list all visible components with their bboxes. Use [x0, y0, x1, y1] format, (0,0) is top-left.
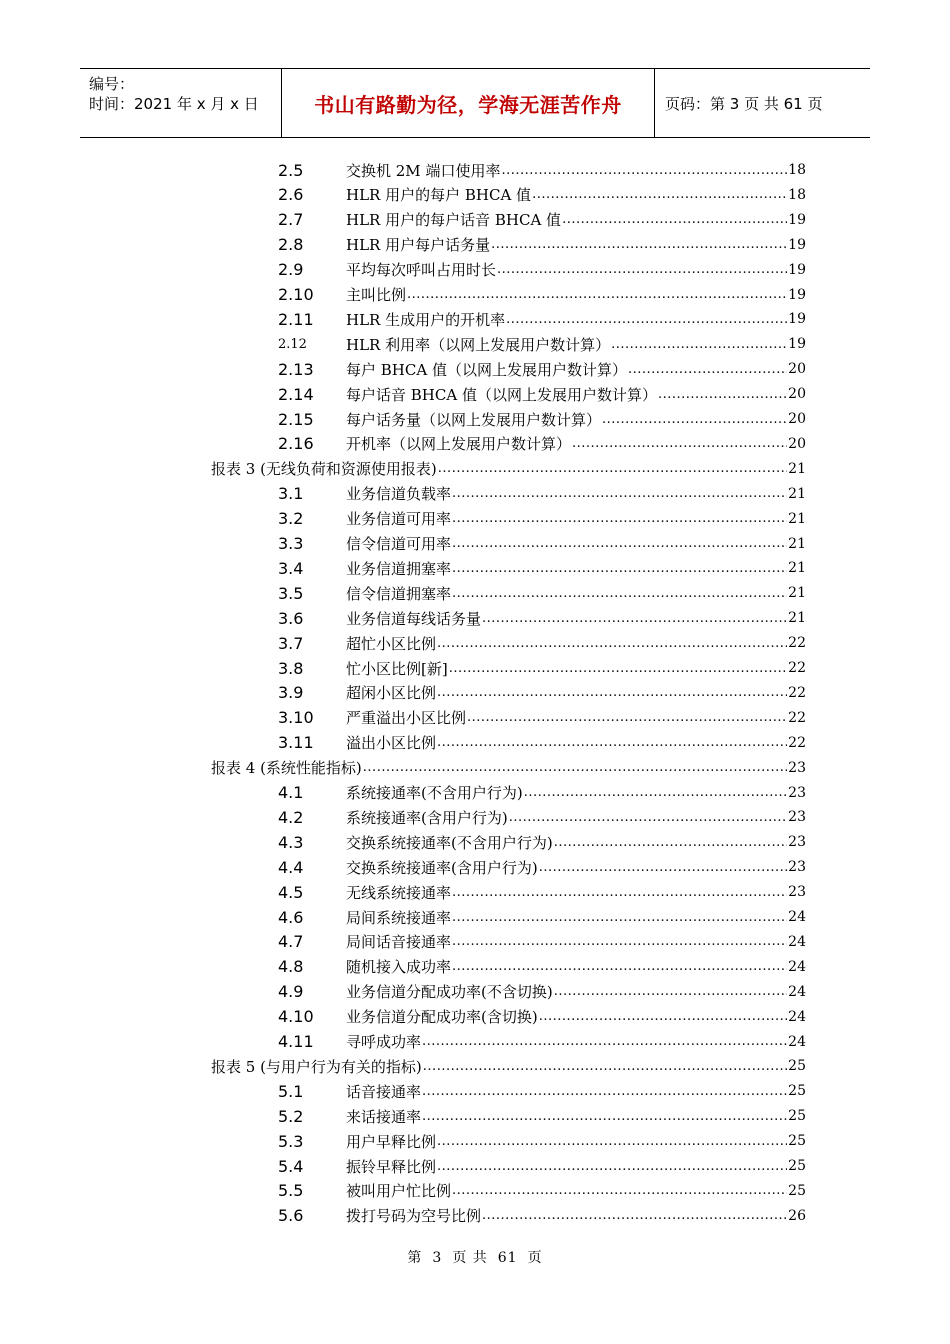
toc-entry-number: 3.11	[278, 733, 314, 753]
toc-entry-page: 24	[788, 1033, 806, 1050]
toc-entry-page: 25	[788, 1083, 806, 1100]
toc-entry-page: 19	[788, 311, 806, 328]
toc-entry[interactable]	[278, 1104, 806, 1128]
toc-dot-leader	[449, 661, 787, 676]
toc-entry-title: 业务信道分配成功率(含切换)	[346, 1008, 538, 1027]
toc-entry-page: 23	[788, 884, 806, 901]
toc-entry[interactable]	[278, 233, 806, 257]
toc-entry-title: 业务信道可用率	[346, 510, 452, 529]
toc-entry-page: 21	[788, 560, 806, 577]
toc-dot-leader	[554, 984, 787, 999]
toc-entry[interactable]	[278, 805, 806, 829]
toc-dot-leader	[452, 511, 787, 526]
toc-entry-number: 4.7	[278, 932, 304, 952]
toc-entry-page: 20	[788, 386, 806, 403]
toc-entry-page: 24	[788, 1008, 806, 1025]
toc-dot-leader	[452, 486, 787, 501]
toc-entry-title: 局间系统接通率	[346, 908, 452, 927]
toc-entry-page: 19	[788, 286, 806, 303]
toc-entry-title: 主叫比例	[346, 286, 407, 304]
toc-entry-page: 24	[788, 958, 806, 975]
footer-prefix: 第	[407, 1250, 423, 1266]
toc-entry-title: 交换机 2M 端口使用率	[346, 161, 501, 180]
toc-entry[interactable]	[278, 681, 806, 705]
toc-dot-leader	[532, 187, 787, 202]
toc-entry-page: 22	[788, 709, 806, 726]
toc-entry[interactable]	[278, 880, 806, 904]
toc-entry-title: 随机接入成功率	[346, 958, 452, 977]
toc-entry-page: 25	[788, 1133, 806, 1150]
toc-entry-number: 2.13	[278, 359, 314, 379]
toc-entry[interactable]	[278, 532, 806, 556]
toc-entry[interactable]	[278, 382, 806, 406]
toc-dot-leader	[491, 237, 787, 252]
toc-dot-leader	[452, 934, 787, 949]
toc-entry-title: 报表 4 (系统性能指标)	[211, 759, 362, 778]
toc-entry-title: 平均每次呼叫占用时长	[346, 261, 497, 280]
toc-dot-leader	[506, 312, 787, 327]
toc-entry-number: 5.3	[278, 1131, 304, 1151]
toc-entry-number: 2.5	[278, 160, 304, 180]
toc-dot-leader	[437, 685, 787, 700]
footer-suffix: 页	[527, 1250, 543, 1266]
toc-entry[interactable]	[278, 158, 806, 182]
toc-entry-page: 25	[788, 1108, 806, 1125]
toc-entry-title: 报表 5 (与用户行为有关的指标)	[211, 1057, 422, 1076]
toc-entry-page: 18	[788, 162, 806, 178]
toc-dot-leader	[452, 885, 787, 900]
toc-entry-page: 21	[788, 485, 806, 502]
toc-dot-leader	[509, 810, 787, 825]
toc-entry[interactable]	[278, 1005, 806, 1029]
toc-entry-title: HLR 用户的每户话音 BHCA 值	[346, 211, 562, 230]
toc-entry-number: 3.3	[278, 534, 304, 553]
toc-entry-page: 20	[788, 361, 806, 378]
toc-entry-title: 严重溢出小区比例	[346, 709, 467, 728]
toc-entry-title: 每户话音 BHCA 值（以网上发展用户数计算）	[346, 385, 657, 404]
toc-entry-number: 4.5	[278, 882, 304, 902]
toc-entry-title: 每户话务量（以网上发展用户数计算）	[346, 410, 602, 429]
toc-entry[interactable]	[278, 631, 806, 655]
toc-dot-leader	[422, 1034, 787, 1049]
toc-dot-leader	[452, 586, 787, 601]
toc-dot-leader	[452, 1183, 787, 1198]
toc-section-entry[interactable]	[211, 756, 806, 780]
toc-entry[interactable]	[278, 556, 806, 580]
footer-page-number: 3	[432, 1250, 443, 1266]
toc-entry-page: 23	[788, 834, 806, 851]
toc-dot-leader	[658, 387, 787, 402]
toc-entry-page: 21	[788, 610, 806, 627]
toc-entry-title: 超忙小区比例	[346, 634, 437, 653]
toc-entry-number: 2.15	[278, 409, 314, 429]
toc-entry-title: 忙小区比例[新]	[346, 659, 448, 678]
toc-entry-title: 信令信道拥塞率	[346, 584, 452, 603]
toc-entry[interactable]	[278, 183, 806, 207]
toc-entry-page: 21	[788, 535, 806, 552]
toc-entry-page: 19	[788, 336, 806, 353]
toc-dot-leader	[422, 1084, 787, 1099]
toc-dot-leader	[501, 163, 787, 178]
toc-dot-leader	[482, 1208, 787, 1223]
toc-entry-page: 22	[788, 635, 806, 652]
toc-entry-number: 2.11	[278, 309, 314, 329]
toc-dot-leader	[452, 536, 787, 551]
toc-entry-number: 5.6	[278, 1206, 304, 1226]
header-page-info: 页码：第 3 页 共 61 页	[665, 94, 823, 113]
toc-entry-page: 19	[788, 236, 806, 253]
toc-entry-title: 业务信道每线话务量	[346, 609, 482, 628]
toc-entry-title: 局间话音接通率	[346, 933, 452, 952]
toc-entry[interactable]	[278, 581, 806, 605]
toc-entry-title: 振铃早释比例	[346, 1157, 437, 1176]
toc-entry-title: HLR 利用率（以网上发展用户数计算）	[346, 335, 611, 354]
toc-entry-title: 开机率（以网上发展用户数计算）	[346, 435, 572, 454]
toc-entry[interactable]	[278, 1204, 806, 1228]
toc-dot-leader	[407, 287, 787, 302]
toc-entry-page: 23	[788, 759, 806, 776]
toc-entry-page: 23	[788, 809, 806, 826]
toc-entry[interactable]	[278, 1179, 806, 1203]
toc-entry-title: 交换系统接通率(含用户行为)	[346, 858, 538, 877]
toc-section-entry[interactable]	[211, 1054, 806, 1078]
toc-entry[interactable]	[278, 930, 806, 954]
header-motto-cell	[282, 69, 655, 137]
toc-entry-page: 26	[788, 1207, 806, 1224]
toc-entry[interactable]	[278, 855, 806, 879]
toc-dot-leader	[452, 910, 787, 925]
toc-entry[interactable]	[278, 432, 806, 456]
toc-dot-leader	[437, 1159, 787, 1174]
toc-entry-page: 24	[788, 933, 806, 950]
toc-entry-page: 22	[788, 660, 806, 676]
toc-entry-page: 24	[788, 983, 806, 1000]
toc-dot-leader	[467, 710, 787, 725]
toc-entry-title: HLR 生成用户的开机率	[346, 310, 506, 329]
toc-entry-number: 4.4	[278, 857, 304, 877]
toc-entry[interactable]	[278, 332, 806, 356]
toc-section-entry[interactable]	[211, 457, 806, 481]
toc-entry-number: 2.9	[278, 260, 304, 280]
toc-entry-page: 19	[788, 211, 806, 228]
toc-entry-title: 业务信道分配成功率(不含切换)	[346, 983, 553, 1002]
toc-entry[interactable]	[278, 606, 806, 630]
toc-entry-number: 4.11	[278, 1032, 314, 1051]
page-header	[80, 68, 870, 138]
toc-entry-number: 4.6	[278, 907, 304, 927]
toc-entry-number: 5.1	[278, 1081, 304, 1101]
header-motto: 书山有路勤为径，学海无涯苦作舟	[314, 92, 622, 117]
toc-dot-leader	[611, 337, 787, 352]
toc-entry-title: 系统接通率(含用户行为)	[346, 808, 508, 827]
toc-entry-title: HLR 用户的每户 BHCA 值	[346, 186, 532, 205]
toc-entry-number: 3.8	[278, 658, 304, 678]
toc-entry-page: 24	[788, 909, 806, 925]
toc-entry-number: 2.7	[278, 210, 304, 230]
toc-entry-title: 溢出小区比例	[346, 734, 437, 753]
toc-entry-number: 4.3	[278, 832, 304, 852]
toc-dot-leader	[554, 835, 787, 850]
toc-dot-leader	[452, 561, 787, 576]
toc-entry-page: 22	[788, 684, 806, 701]
toc-entry-number: 2.6	[278, 185, 304, 205]
toc-entry-title: 系统接通率(不含用户行为)	[346, 784, 523, 802]
toc-dot-leader	[539, 860, 787, 875]
toc-entry-page: 18	[788, 186, 806, 203]
toc-entry[interactable]	[278, 955, 806, 979]
toc-entry-page: 23	[788, 859, 806, 876]
toc-entry-title: 用户早释比例	[346, 1132, 437, 1151]
footer-mid: 页 共	[452, 1250, 488, 1266]
toc-entry[interactable]	[278, 258, 806, 282]
toc-entry[interactable]	[278, 357, 806, 381]
toc-dot-leader	[437, 735, 787, 750]
toc-entry[interactable]	[278, 830, 806, 854]
toc-dot-leader	[437, 636, 787, 651]
toc-entry-title: 拨打号码为空号比例	[346, 1207, 482, 1226]
page-footer	[0, 1247, 950, 1267]
toc-dot-leader	[423, 1059, 787, 1074]
toc-entry-title: 信令信道可用率	[346, 535, 452, 553]
toc-entry-number: 2.16	[278, 434, 314, 454]
toc-dot-leader	[437, 1134, 787, 1149]
toc-entry-title: 报表 3 (无线负荷和资源使用报表)	[211, 460, 437, 479]
toc-dot-leader	[363, 760, 787, 775]
toc-entry-title: 超闲小区比例	[346, 684, 437, 703]
toc-entry-title: 寻呼成功率	[346, 1033, 422, 1051]
toc-entry[interactable]	[278, 208, 806, 232]
document-time: 时间：2021 年 x 月 x 日	[89, 95, 259, 113]
footer-total-pages: 61	[497, 1250, 518, 1266]
toc-entry-number: 4.1	[278, 783, 304, 802]
toc-entry-page: 21	[788, 460, 806, 477]
toc-entry[interactable]	[278, 407, 806, 431]
toc-entry[interactable]	[278, 706, 806, 730]
toc-dot-leader	[628, 362, 787, 377]
toc-entry[interactable]	[278, 1154, 806, 1178]
toc-entry-number: 3.2	[278, 509, 304, 529]
toc-entry-number: 3.5	[278, 583, 304, 603]
toc-dot-leader	[482, 611, 787, 626]
toc-entry-number: 4.10	[278, 1007, 314, 1027]
toc-entry[interactable]	[278, 1030, 806, 1054]
toc-entry-page: 21	[788, 510, 806, 527]
toc-entry[interactable]	[278, 905, 806, 929]
toc-entry-number: 5.5	[278, 1181, 304, 1201]
toc-entry-number: 2.8	[278, 235, 304, 255]
toc-dot-leader	[497, 262, 787, 277]
toc-entry-number: 3.7	[278, 633, 304, 653]
toc-entry-page: 21	[788, 585, 806, 602]
header-info-cell	[80, 69, 282, 137]
toc-entry[interactable]	[278, 1129, 806, 1153]
toc-entry-number: 3.10	[278, 708, 314, 728]
toc-entry-title: 话音接通率	[346, 1082, 422, 1101]
toc-entry-title: 来话接通率	[346, 1107, 422, 1126]
toc-entry-number: 3.1	[278, 484, 304, 504]
toc-dot-leader	[602, 412, 787, 427]
toc-dot-leader	[422, 1109, 787, 1124]
toc-entry-page: 19	[788, 261, 806, 278]
toc-entry-number: 3.9	[278, 683, 304, 703]
toc-entry[interactable]	[278, 656, 806, 680]
toc-entry-number: 3.4	[278, 558, 304, 578]
toc-entry[interactable]	[278, 1079, 806, 1103]
toc-entry-number: 5.2	[278, 1106, 304, 1126]
document-code-label: 编号：	[89, 75, 135, 93]
toc-entry[interactable]	[278, 781, 806, 805]
toc-entry-number: 3.6	[278, 608, 304, 628]
toc-entry[interactable]	[278, 731, 806, 755]
toc-entry-page: 25	[788, 1182, 806, 1199]
toc-entry-number: 2.10	[278, 285, 314, 304]
toc-dot-leader	[438, 461, 787, 476]
toc-entry-number: 2.12	[278, 336, 307, 352]
toc-entry-title: HLR 用户每户话务量	[346, 236, 491, 255]
toc-entry-title: 业务信道拥塞率	[346, 559, 452, 578]
toc-entry[interactable]	[278, 980, 806, 1004]
toc-dot-leader	[539, 1009, 787, 1024]
toc-entry-title: 交换系统接通率(不含用户行为)	[346, 833, 553, 852]
toc-entry-page: 25	[788, 1158, 806, 1174]
toc-entry-page: 22	[788, 734, 806, 751]
toc-entry-number: 4.2	[278, 807, 304, 827]
toc-entry-number: 4.9	[278, 982, 304, 1002]
toc-entry-title: 无线系统接通率	[346, 883, 452, 902]
toc-entry-number: 5.4	[278, 1156, 304, 1176]
toc-entry-page: 25	[788, 1058, 806, 1075]
toc-entry-number: 2.14	[278, 384, 314, 404]
toc-entry-title: 每户 BHCA 值（以网上发展用户数计算）	[346, 360, 627, 379]
toc-dot-leader	[452, 959, 787, 974]
toc-entry[interactable]	[278, 307, 806, 331]
toc-entry-page: 20	[788, 411, 806, 427]
toc-entry[interactable]	[278, 283, 806, 307]
toc-dot-leader	[572, 436, 787, 451]
toc-entry[interactable]	[278, 507, 806, 531]
toc-entry-title: 业务信道负载率	[346, 485, 452, 504]
header-page-cell	[655, 69, 870, 137]
toc-dot-leader	[524, 785, 787, 800]
toc-entry-title: 被叫用户忙比例	[346, 1182, 452, 1201]
toc-entry-page: 23	[788, 784, 806, 801]
toc-entry-number: 4.8	[278, 957, 304, 977]
toc-entry[interactable]	[278, 482, 806, 506]
toc-entry-page: 20	[788, 435, 806, 452]
toc-dot-leader	[562, 212, 787, 227]
